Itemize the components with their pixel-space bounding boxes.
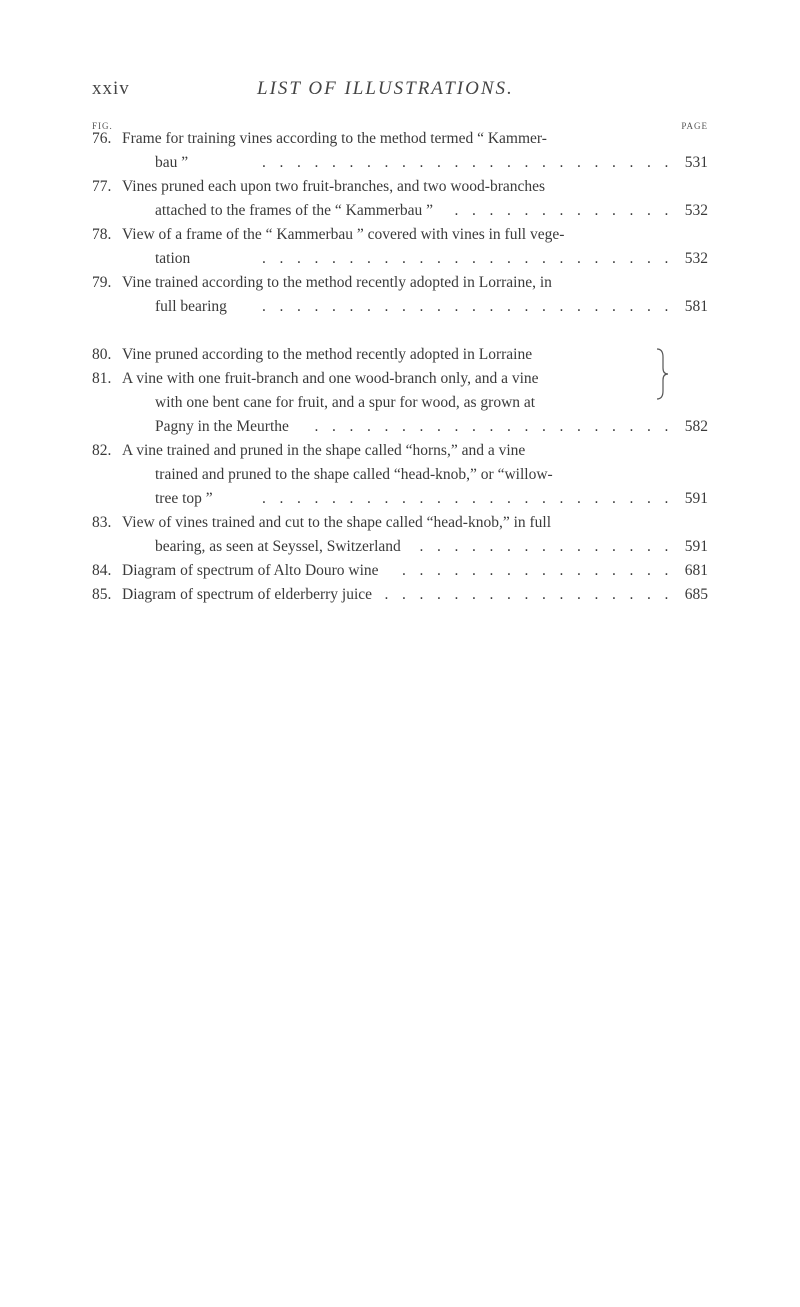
- entry-continuation-line: [0, 391, 800, 415]
- fig-column-heading: FIG.: [92, 121, 113, 131]
- entry-line: [0, 511, 800, 535]
- page-reference: 582: [684, 418, 708, 435]
- running-head: [92, 78, 708, 108]
- entry-line: [0, 343, 800, 367]
- figure-number: 82.: [92, 442, 112, 459]
- figure-number: 76.: [92, 130, 112, 147]
- figure-caption: attached to the frames of the “ Kammerbau ”: [155, 202, 434, 219]
- entry-line: [0, 223, 800, 247]
- page-reference: 681: [684, 562, 708, 579]
- figure-number: 84.: [92, 562, 112, 579]
- entry-line: [0, 439, 800, 463]
- entry-continuation-line: tation . . . . . . . . . . . . . . . . . . . . . . . . 532: [0, 247, 800, 271]
- page-reference: 591: [684, 490, 708, 507]
- page-reference: 532: [684, 250, 708, 267]
- figure-caption: A vine with one fruit-branch and one wood-branch only, and a vine: [122, 370, 539, 387]
- entry-line: 84. Diagram of spectrum of Alto Douro wine . . . . . . . . . . . . . . . . 681: [0, 559, 800, 583]
- figure-caption: Diagram of spectrum of elderberry juice: [122, 586, 373, 603]
- entry-line: [0, 127, 800, 151]
- entry-line: [0, 271, 800, 295]
- page-reference: 685: [684, 586, 708, 603]
- figure-caption: Frame for training vines according to the method termed “ Kammer-: [122, 130, 547, 147]
- page-reference: 591: [684, 538, 708, 555]
- entry-line: [0, 175, 800, 199]
- figure-caption: Vine pruned according to the method recently adopted in Lorraine: [122, 346, 533, 363]
- figure-number: 79.: [92, 274, 112, 291]
- figure-caption: bau ”: [155, 154, 189, 171]
- page-reference: 531: [684, 154, 708, 171]
- entry-continuation-line: tree top ” . . . . . . . . . . . . . . . . . . . . . . . . 591: [0, 487, 800, 511]
- entry-continuation-line: bau ” . . . . . . . . . . . . . . . . . . . . . . . . 531: [0, 151, 800, 175]
- page-reference: 581: [684, 298, 708, 315]
- entry-line: 85. Diagram of spectrum of elderberry juice . . . . . . . . . . . . . . . . . 685: [0, 583, 800, 607]
- page-number: xxiv: [92, 78, 130, 99]
- page-reference: 532: [684, 202, 708, 219]
- figure-caption: trained and pruned to the shape called “head-knob,” or “willow-: [155, 466, 553, 483]
- figure-caption: tation: [155, 250, 191, 267]
- figure-caption: tree top ”: [155, 490, 213, 507]
- entry-continuation-line: bearing, as seen at Seyssel, Switzerland . . . . . . . . . . . . . . . 591: [0, 535, 800, 559]
- entry-continuation-line: [0, 463, 800, 487]
- figure-caption: A vine trained and pruned in the shape called “horns,” and a vine: [122, 442, 526, 459]
- figure-number: 77.: [92, 178, 112, 195]
- running-title: LIST OF ILLUSTRATIONS.: [257, 78, 514, 99]
- figure-caption: full bearing: [155, 298, 227, 315]
- figure-caption: Diagram of spectrum of Alto Douro wine: [122, 562, 379, 579]
- figure-caption: Vines pruned each upon two fruit-branches, and two wood-branches: [122, 178, 546, 195]
- figure-caption: with one bent cane for fruit, and a spur for wood, as grown at: [155, 394, 536, 411]
- entry-continuation-line: Pagny in the Meurthe . . . . . . . . . . . . . . . . . . . . . 582: [0, 415, 800, 439]
- figure-number: 80.: [92, 346, 112, 363]
- figure-caption: View of a frame of the “ Kammerbau ” covered with vines in full vege-: [122, 226, 565, 243]
- entry-continuation-line: full bearing . . . . . . . . . . . . . . . . . . . . . . . . 581: [0, 295, 800, 319]
- page-column-heading: PAGE: [681, 121, 708, 131]
- figure-caption: View of vines trained and cut to the shape called “head-knob,” in full: [122, 514, 552, 531]
- figure-caption: Pagny in the Meurthe: [155, 418, 289, 435]
- figure-number: 81.: [92, 370, 112, 387]
- figure-number: 83.: [92, 514, 112, 531]
- figure-number: 78.: [92, 226, 112, 243]
- entry-line: [0, 367, 800, 391]
- brace-icon: [655, 347, 669, 401]
- figure-caption: Vine trained according to the method recently adopted in Lorraine, in: [122, 274, 552, 291]
- entry-continuation-line: attached to the frames of the “ Kammerbau ” . . . . . . . . . . . . . 532: [0, 199, 800, 223]
- figure-caption: bearing, as seen at Seyssel, Switzerland: [155, 538, 401, 555]
- figure-number: 85.: [92, 586, 112, 603]
